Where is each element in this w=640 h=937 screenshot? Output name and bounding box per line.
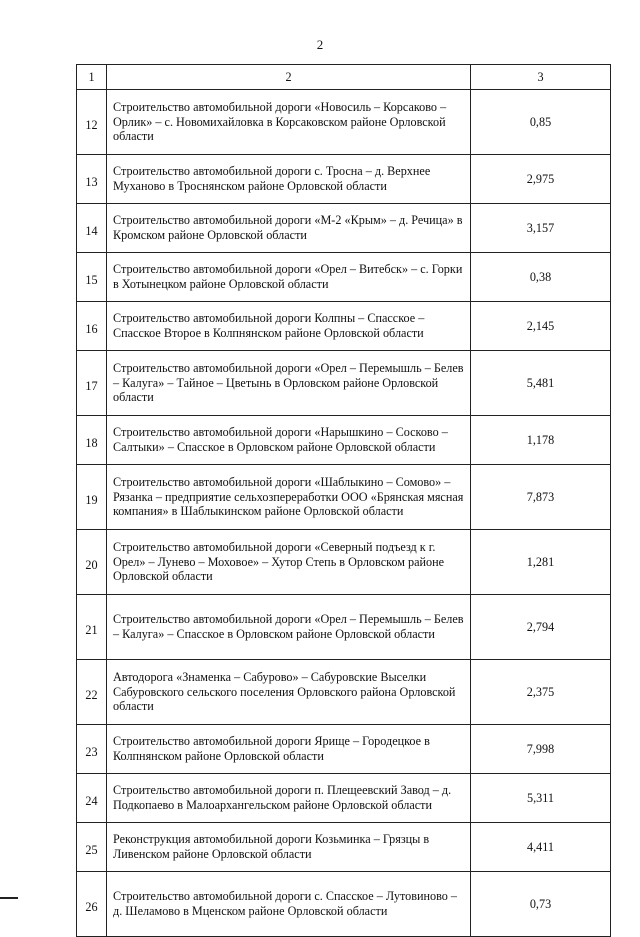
- road-description: Строительство автомобильной дороги с. Спасское – Лутовиново – д. Шеламово в Мценском районе Орловской области: [107, 872, 471, 937]
- road-description: Строительство автомобильной дороги Колпны – Спасское – Спасское Второе в Колпнянском районе Орловской области: [107, 302, 471, 351]
- row-number: 18: [77, 416, 107, 465]
- road-length-value: 2,375: [471, 660, 611, 725]
- table-row: [77, 416, 611, 465]
- table-row: [77, 872, 611, 937]
- road-description: Реконструкция автомобильной дороги Козьминка – Грязцы в Ливенском районе Орловской области: [107, 823, 471, 872]
- row-number: 24: [77, 774, 107, 823]
- road-description: Строительство автомобильной дороги Ярище – Городецкое в Колпнянском районе Орловской области: [107, 725, 471, 774]
- table-row: [77, 204, 611, 253]
- road-length-value: 0,73: [471, 872, 611, 937]
- row-number: 14: [77, 204, 107, 253]
- road-length-value: 1,178: [471, 416, 611, 465]
- header-col-2: 2: [107, 65, 471, 90]
- edge-scan-mark: [0, 897, 18, 899]
- row-number: 16: [77, 302, 107, 351]
- row-number: 25: [77, 823, 107, 872]
- road-description: Строительство автомобильной дороги «Новосиль – Корсаково – Орлик» – с. Новомихайловка в Корсаковском районе Орловской области: [107, 90, 471, 155]
- road-description: Строительство автомобильной дороги «Шаблыкино – Сомово» – Рязанка – предприятие сельхозпереработки ООО «Брянская мясная компания» в Шаблыкинском районе Орловской области: [107, 465, 471, 530]
- row-number: 17: [77, 351, 107, 416]
- road-description: Строительство автомобильной дороги «Нарышкино – Сосково – Салтыки» – Спасское в Орловском районе Орловской области: [107, 416, 471, 465]
- road-length-value: 3,157: [471, 204, 611, 253]
- road-description: Строительство автомобильной дороги «Орел – Витебск» – с. Горки в Хотынецком районе Орловской области: [107, 253, 471, 302]
- road-description: Автодорога «Знаменка – Сабурово» – Сабуровские Выселки Сабуровского сельского поселения Орловского района Орловской области: [107, 660, 471, 725]
- table-row: [77, 90, 611, 155]
- road-length-value: 0,38: [471, 253, 611, 302]
- header-col-3: 3: [471, 65, 611, 90]
- row-number: 12: [77, 90, 107, 155]
- road-length-value: 2,975: [471, 155, 611, 204]
- road-length-value: 2,794: [471, 595, 611, 660]
- table-header-row: [77, 65, 611, 90]
- row-number: 26: [77, 872, 107, 937]
- table-row: [77, 465, 611, 530]
- row-number: 20: [77, 530, 107, 595]
- road-length-value: 7,873: [471, 465, 611, 530]
- table-row: [77, 774, 611, 823]
- table-row: [77, 725, 611, 774]
- road-length-value: 2,145: [471, 302, 611, 351]
- row-number: 21: [77, 595, 107, 660]
- road-description: Строительство автомобильной дороги п. Плещеевский Завод – д. Подкопаево в Малоархангельском районе Орловской области: [107, 774, 471, 823]
- road-description: Строительство автомобильной дороги «Северный подъезд к г. Орел» – Лунево – Моховое» – Хутор Степь в Орловском районе Орловской области: [107, 530, 471, 595]
- road-length-value: 1,281: [471, 530, 611, 595]
- header-col-1: 1: [77, 65, 107, 90]
- table-row: [77, 302, 611, 351]
- road-description: Строительство автомобильной дороги «Орел – Перемышль – Белев – Калуга» – Тайное – Цветынь в Орловском районе Орловской области: [107, 351, 471, 416]
- road-length-value: 5,311: [471, 774, 611, 823]
- road-length-value: 7,998: [471, 725, 611, 774]
- road-description: Строительство автомобильной дороги с. Тросна – д. Верхнее Муханово в Троснянском районе Орловской области: [107, 155, 471, 204]
- road-description: Строительство автомобильной дороги «М-2 «Крым» – д. Речица» в Кромском районе Орловской области: [107, 204, 471, 253]
- table-row: [77, 823, 611, 872]
- row-number: 22: [77, 660, 107, 725]
- table-row: [77, 660, 611, 725]
- table-row: [77, 155, 611, 204]
- table-row: [77, 351, 611, 416]
- row-number: 15: [77, 253, 107, 302]
- road-length-value: 5,481: [471, 351, 611, 416]
- road-construction-table: [76, 64, 611, 937]
- table-row: [77, 530, 611, 595]
- row-number: 23: [77, 725, 107, 774]
- road-length-value: 4,411: [471, 823, 611, 872]
- row-number: 19: [77, 465, 107, 530]
- road-description: Строительство автомобильной дороги «Орел – Перемышль – Белев – Калуга» – Спасское в Орловском районе Орловской области: [107, 595, 471, 660]
- table-row: [77, 595, 611, 660]
- road-length-value: 0,85: [471, 90, 611, 155]
- page-number: 2: [316, 37, 324, 52]
- row-number: 13: [77, 155, 107, 204]
- table-row: [77, 253, 611, 302]
